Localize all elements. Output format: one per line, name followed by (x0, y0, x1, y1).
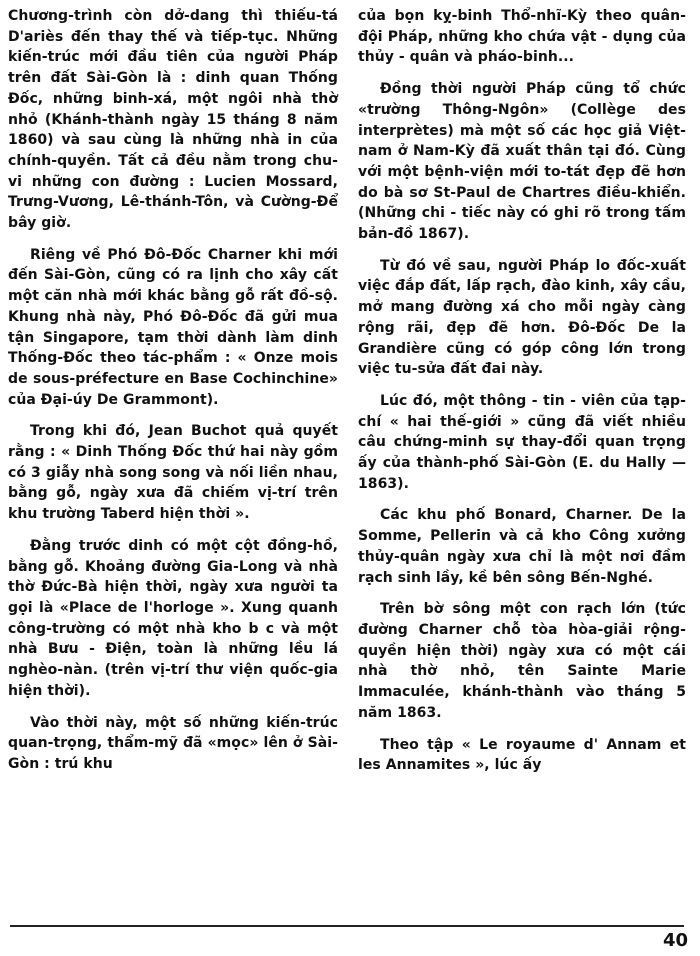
paragraph: Đồng thời người Pháp cũng tổ chức «trường Thông-Ngôn» (Collège des interprètes) mà một số các học giả Việt-nam ở Nam-Kỳ đã xuất thân tại đó. Cùng với một bệnh-viện mới to-tát đẹp đẽ hơn do bà sơ St-Paul de Chartres điều-khiển. (Những chi - tiếc này có ghi rõ trong tấm bản-đồ 1867). (358, 81, 686, 243)
footer-rule (10, 925, 684, 927)
paragraph: Lúc đó, một thông - tin - viên của tạp-chí « hai thế-giới » cũng đã viết nhiều câu chứng-minh sự thay-đổi quan trọng ấy của thành-phố Sài-Gòn (E. du Hally — 1863). (358, 392, 686, 492)
paragraph: của bọn kỵ-binh Thổ-nhĩ-Kỳ theo quân-đội Pháp, những kho chứa vật - dụng của thủy - quân và pháo-binh... (358, 8, 686, 66)
paragraph: Trong khi đó, Jean Buchot quả quyết rằng : « Dinh Thống Đốc thứ hai này gồm có 3 giẫy nhà song song và nối liền nhau, bằng gỗ, ngày xưa đã chiếm vị-trí trên khu trường Taberd hiện thời ». (8, 423, 338, 523)
paragraph: Trên bờ sông một con rạch lớn (tức đường Charner chỗ tòa hòa-giải rộng-quyền hiện thời) ngày xưa có một cái nhà thờ nhỏ, tên Sainte Marie Immaculée, khánh-thành vào tháng 5 năm 1863. (358, 601, 686, 721)
paragraph: Vào thời này, một số những kiến-trúc quan-trọng, thẩm-mỹ đã «mọc» lên ở Sài-Gòn : trú khu (8, 714, 338, 772)
page-number: 40 (662, 930, 688, 951)
paragraph: Theo tập « Le royaume d' Annam et les Annamites », lúc ấy (358, 736, 686, 774)
paragraph: Đằng trước dinh có một cột đồng-hồ, bằng gỗ. Khoảng đường Gia-Long và nhà thờ Đức-Bà hiện thời, ngày xưa người ta gọi là «Place de l'horloge ». Xung quanh công-trường có một nhà kho b c và một nhà Bưu - Điện, toàn là những lều lá nghèo-nàn. (trên vị-trí thư viện quốc-gia hiện thời). (8, 537, 338, 699)
left-column (8, 6, 338, 775)
paragraph: Chương-trình còn dở-dang thì thiếu-tá D'ariès đến thay thế và tiếp-tục. Những kiến-trúc mới đầu tiên của người Pháp trên đất Sài-Gòn là : dinh quan Thống Đốc, những binh-xá, một ngôi nhà thờ nhỏ (Khánh-thành ngày 15 tháng 8 năm 1860) và sau cùng là những nhà in của chính-quyền. Tất cả đều nằm trong chu-vi những con đường : Lucien Mossard, Trưng-Vương, Lê-thánh-Tôn, và Cường-Để bây giờ. (8, 8, 338, 232)
paragraph: Riêng về Phó Đô-Đốc Charner khi mới đến Sài-Gòn, cũng có ra lịnh cho xây cất một căn nhà mới khác bằng gỗ rất đồ-sộ. Khung nhà này, Phó Đô-Đốc đã gửi mua tận Singapore, tạm thời dành làm dinh Thống-Đốc theo tác-phẩm : « Onze mois de sous-préfecture en Base Cochinchine» của Đại-úy De Grammont). (8, 246, 338, 408)
right-column (358, 6, 686, 776)
paragraph: Từ đó về sau, người Pháp lo đốc-xuất việc đắp đất, lấp rạch, đào kinh, xây cầu, mở mang đường xá cho mỗi ngày càng rộng rãi, đẹp đẽ hơn. Đô-Đốc De la Grandière cũng có góp công lớn trong việc tu-sửa đất đai này. (358, 257, 686, 378)
paragraph: Các khu phố Bonard, Charner. De la Somme, Pellerin và cả kho Công xưởng thủy-quân ngày xưa chỉ là một nơi đầm rạch sinh lầy, kề bên sông Bến-Nghé. (358, 507, 686, 586)
